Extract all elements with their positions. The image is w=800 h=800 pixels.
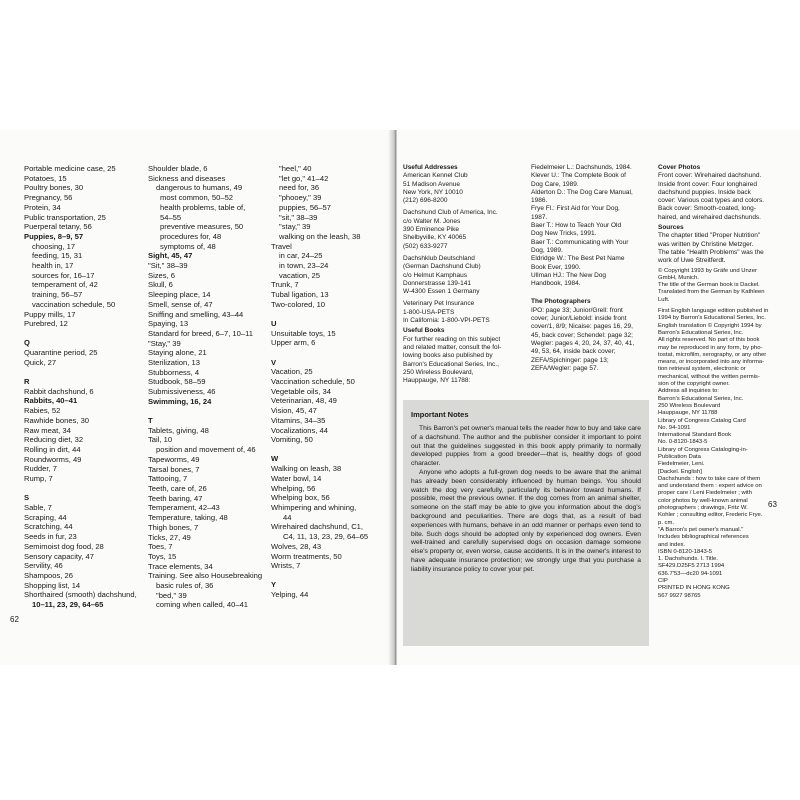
useful-addresses-heading: Useful Addresses [403, 164, 458, 171]
index-entry: Vocalizations, 44 [271, 425, 328, 435]
index-entry: sources for, 16–17 [32, 270, 95, 280]
text-line: cover/1, 8/9; Nicaise: pages 16, 29, [531, 323, 633, 331]
text-line: W-4300 Essen 1 Germany [403, 288, 480, 296]
index-entry: Smell, sense of, 47 [148, 299, 213, 309]
index-entry: "phooey," 39 [279, 193, 322, 203]
index-entry: Rabies, 52 [24, 406, 61, 416]
text-line: Dachshund Club of America, Inc. [403, 209, 498, 217]
index-entry: Vision, 45, 47 [271, 406, 317, 416]
index-entry: Tattooing, 7 [148, 474, 188, 484]
text-line: 390 Eminence Pike [403, 226, 460, 234]
text-line: was written by Christine Metzger. [658, 240, 754, 248]
index-entry: Standard for breed, 6–7, 10–11 [148, 328, 253, 338]
index-entry: Skull, 6 [148, 280, 173, 290]
text-line: Address all inquiries to: [658, 388, 719, 395]
text-line: SF429.D25F5 2713 1994 [658, 563, 725, 570]
index-entry: Staying alone, 21 [148, 348, 207, 358]
index-entry: Shoulder blade, 6 [148, 164, 208, 173]
index-entry: Temperature, taking, 48 [148, 513, 228, 523]
text-line: Eldridge W.: The Best Pet Name [531, 255, 625, 263]
text-line: cover; Junior/Liebold: inside front [531, 315, 627, 323]
text-line: Baer T.: Communicating with Your [531, 238, 629, 246]
index-entry: puppies, 56–57 [279, 202, 331, 212]
index-entry: Servility, 46 [24, 561, 63, 571]
text-line: 1-800-USA-PETS [403, 308, 455, 316]
index-entry: "heel," 40 [279, 164, 312, 173]
page-number-left: 62 [10, 615, 19, 624]
index-entry: Purebred, 12 [24, 319, 68, 329]
index-entry: Roundworms, 49 [24, 454, 82, 464]
text-line: (German Dachshund Club) [403, 263, 481, 271]
text-line: c/o Helmut Kamphaus [403, 271, 467, 279]
text-line: No. 0-8120-1843-5 [658, 439, 708, 446]
text-line: PRINTED IN HONG KONG [658, 585, 730, 592]
index-entry: symptoms of, 48 [160, 241, 216, 251]
text-line: cover: Various coat types and colors. [658, 197, 765, 205]
index-entry: vacation, 25 [279, 270, 320, 280]
text-line: p. cm. [658, 519, 675, 526]
text-line: Alderton D.: The Dog Care Manual, [531, 188, 633, 196]
index-entry: Tarsal bones, 7 [148, 464, 200, 474]
index-entry: Scraping, 44 [24, 512, 67, 522]
index-entry: vaccination schedule, 50 [32, 299, 116, 309]
text-line: CIP [658, 578, 668, 585]
text-line: tion retrieval system, electronic or [658, 366, 746, 373]
index-entry: Vegetable oils, 34 [271, 386, 331, 396]
text-line: The title of the German book is Dackel. [658, 282, 760, 289]
index-entry: Sickness and diseases [148, 173, 226, 183]
index-entry: Ticks, 27, 49 [148, 532, 191, 542]
index-entry: Thigh bones, 7 [148, 522, 199, 532]
text-line: Dog Care, 1989. [531, 180, 579, 188]
index-entry: "stay," 39 [279, 222, 311, 232]
text-line: 250 Wireless Boulevard, [403, 368, 474, 376]
books-list [531, 164, 634, 288]
index-entry: Veterinarian, 48, 49 [271, 396, 337, 406]
index-entry: Rabbit dachshund, 6 [24, 386, 94, 396]
index-entry: Sight, 45, 47 [148, 251, 193, 261]
index-entry: Quick, 27 [24, 357, 57, 367]
text-line: 250 Wireless Boulevard [658, 402, 721, 409]
useful-books-intro [403, 336, 501, 386]
text-line: and index. [658, 541, 686, 548]
page-number-right: 63 [768, 500, 777, 509]
index-entry: Trace elements, 34 [148, 561, 213, 571]
index-entry: Teeth, care of, 26 [148, 484, 207, 493]
text-line: GmbH, Munich. [658, 274, 699, 281]
index-entry: Sterilization, 13 [148, 358, 200, 368]
text-line: and related matter, consult the fol- [403, 343, 502, 351]
text-line: Front cover: Wirehaired dachshund. [658, 172, 762, 180]
index-entry: choosing, 17 [32, 241, 76, 251]
text-line: Barron's Educational Series, Inc., [403, 360, 499, 368]
text-line: Kohler ; consulting editor, Frederic Frye. [658, 512, 763, 519]
cover-photos-text [658, 172, 768, 222]
text-line: 567 9927 98765 [658, 592, 701, 599]
text-line: 49, 53, 64, inside back cover; [531, 348, 616, 356]
index-entry: Whimpering and whining, [271, 503, 357, 512]
photographers-heading: The Photographers [531, 298, 591, 306]
index-entry: "bed," 39 [156, 590, 187, 600]
index-entry: Protein, 34 [24, 202, 61, 212]
index-entry: Vaccination schedule, 50 [271, 377, 355, 387]
text-line: dachshund puppies. Inside back [658, 188, 751, 196]
index-entry: Poultry bones, 30 [24, 183, 84, 193]
index-entry: health in, 17 [32, 261, 74, 271]
text-line: 1987. [531, 213, 548, 221]
index-entry: Training. See also Housebreaking [148, 571, 263, 581]
index-entry: temperament of, 42 [32, 280, 98, 290]
index-entry: Shampoos, 26 [24, 570, 73, 580]
text-line: Dachshklub Deutschland [403, 254, 475, 262]
index-entry: Reducing diet, 32 [24, 435, 84, 445]
index-entry: Travel [271, 241, 292, 251]
text-line: Inside front cover: Four longhaired [658, 180, 757, 188]
index-entry: Toys, 15 [148, 551, 177, 561]
index-entry: Stubborness, 4 [148, 367, 200, 377]
useful-addresses-list [403, 172, 501, 325]
credits-column [658, 164, 768, 600]
index-entry: 54–55 [160, 212, 182, 222]
text-line: (212) 696-8200 [403, 197, 448, 205]
index-entry: Raw meat, 34 [24, 425, 71, 435]
index-entry: Puppy mills, 17 [24, 309, 76, 319]
index-entry: 44 [283, 512, 292, 522]
text-line: The chapter titled "Proper Nutrition" [658, 232, 761, 240]
index-entry: Rudder, 7 [24, 464, 57, 474]
index-entry: Vacation, 25 [271, 367, 313, 377]
books-photographers-column [531, 164, 634, 373]
index-entry: Wrists, 7 [271, 561, 301, 571]
important-notes-paragraph-1: This Barron's pet owner's manual tells the reader how to buy and take care of a dachshund. The author and the publisher consider it important to point out that the guidelines suggested in this book apply primarily to normally developed puppies from a good breeder—that is, healthy dogs of good character. [411, 425, 641, 468]
cover-photos-heading: Cover Photos [658, 164, 701, 171]
index-entry: Tail, 10 [148, 435, 173, 445]
index-entry: Tapeworms, 49 [148, 454, 200, 464]
text-line: Luft. [658, 296, 670, 303]
index-entry: Whelping, 56 [271, 483, 316, 493]
index-letter-heading: S [24, 493, 30, 503]
index-entry: "Sit," 38–39 [148, 261, 188, 271]
index-entry: C4, 11, 13, 23, 29, 64–65 [283, 532, 369, 542]
text-line: Fiedelmeier L.: Dachshunds, 1984. [531, 164, 632, 171]
text-line: means, or incorporated into any informa- [658, 359, 765, 366]
index-entry: Teeth baring, 47 [148, 493, 203, 503]
index-entry: Rawhide bones, 30 [24, 415, 90, 425]
index-entry: Rolling in dirt, 44 [24, 444, 81, 454]
left-page [0, 130, 393, 665]
text-line: In California: 1-800-VPI-PETS [403, 317, 490, 325]
important-notes-heading: Important Notes [411, 410, 469, 419]
text-line: Book Ever, 1990. [531, 263, 581, 271]
index-entry: most common, 50–52 [160, 193, 234, 203]
text-line: Library of Congress Catalog Card [658, 417, 746, 424]
useful-addresses-column [403, 164, 501, 385]
text-line: Veterinary Pet Insurance [403, 300, 475, 308]
text-line: 1986. [531, 197, 548, 205]
index-entry: Semimoist dog food, 28 [24, 541, 104, 551]
index-entry: Tubal ligation, 13 [271, 290, 329, 300]
text-line: Donnerstrasse 139-141 [403, 279, 471, 287]
text-line: Hauppauge, NY 11788 [658, 410, 718, 417]
text-line: English translation © Copyright 1994 by [658, 322, 762, 329]
text-line: Barron's Educational Series, Inc. [658, 395, 744, 402]
text-line: 636.7'53—dc20 94-1091 [658, 570, 723, 577]
text-line: Publication Data [658, 453, 701, 460]
index-letter-heading: Q [24, 338, 30, 348]
text-line: Frye Fl.: First Aid for Your Dog, [531, 205, 620, 213]
text-line: c/o Walter M. Jones [403, 217, 461, 225]
text-line: ZEFA/Spichinger: page 13; [531, 356, 609, 364]
index-entry: Temperament, 42–43 [148, 503, 220, 513]
index-entry: Water bowl, 14 [271, 473, 322, 483]
text-line: Dog New Tricks, 1991. [531, 230, 597, 238]
index-entry: Potatoes, 15 [24, 173, 67, 183]
text-line: work of Uwe Streitferdt. [658, 257, 726, 265]
text-line: 51 Madison Avenue [403, 180, 460, 188]
index-entry: Scratching, 44 [24, 522, 73, 532]
text-line: 1994 by Barron's Educational Series, Inc. [658, 315, 766, 322]
index-entry: "Stay," 39 [148, 338, 181, 348]
index-entry: Public transportation, 25 [24, 212, 106, 222]
text-line: 1. Dachshunds. I. Title. [658, 556, 718, 563]
index-entry: Shopping list, 14 [24, 580, 81, 590]
index-entry: Swimming, 16, 24 [148, 396, 212, 406]
text-line: Shelbyville, KY 40065 [403, 234, 467, 242]
index-entry: Sleeping place, 14 [148, 290, 211, 300]
index-letter-heading: T [148, 416, 153, 426]
text-line: Includes bibliographical references [658, 534, 749, 541]
index-entry: position and movement of, 46 [156, 445, 256, 455]
text-line: mechanical, without the written permis- [658, 373, 760, 380]
text-line: color photos by well-known animal [658, 497, 748, 504]
index-entry: Sizes, 6 [148, 270, 176, 280]
text-line: proper care / Leni Fiedelmeier ; with [658, 490, 752, 497]
index-entry: coming when called, 40–41 [156, 600, 249, 610]
index-entry: Studbook, 58–59 [148, 377, 206, 387]
index-entry: Wolves, 28, 43 [271, 541, 322, 551]
index-entry: procedures for, 48 [160, 231, 222, 241]
text-line: ISBN 0-8120-1843-5 [658, 548, 713, 555]
text-line: Hauppauge, NY 11788: [403, 377, 471, 385]
index-entry: health problems, table of, [160, 202, 246, 212]
index-entry: need for, 36 [279, 183, 320, 193]
index-entry: Unsuitable toys, 15 [271, 328, 336, 338]
index-column-2 [148, 164, 262, 610]
text-line: tostat, microfilm, xerography, or any other [658, 351, 767, 358]
index-entry: preventive measures, 50 [160, 222, 244, 232]
index-entry: Submissiveness, 46 [148, 387, 216, 397]
text-line: ZEFA/Wegler: page 57. [531, 364, 599, 372]
index-entry: Rump, 7 [24, 474, 53, 484]
text-line: lowing books also published by [403, 352, 493, 360]
index-entry: Walking on leash, 38 [271, 464, 342, 474]
index-entry: Portable medicine case, 25 [24, 164, 116, 173]
copyright-text [658, 268, 768, 600]
index-entry: Vitamins, 34–35 [271, 415, 326, 425]
text-line: Library of Congress Cataloging-in- [658, 446, 748, 453]
index-entry: Seeds in fur, 23 [24, 532, 77, 542]
index-entry: Worm treatments, 50 [271, 551, 342, 561]
text-line: photographers ; drawings, Fritz W. [658, 505, 748, 512]
index-entry: Shorthaired (smooth) dachshund, [24, 590, 137, 600]
index-entry: training, 56–57 [32, 290, 83, 300]
text-line: IPO: page 33; Junior/Grell: front [531, 306, 623, 314]
text-line: New York, NY 10010 [403, 188, 463, 196]
text-line: International Standard Book [658, 432, 732, 439]
index-entry: Sensory capacity, 47 [24, 551, 94, 561]
text-line: haired, and wirehaired dachshunds. [658, 213, 761, 221]
index-entry: Rabbits, 40–41 [24, 396, 78, 406]
index-letter-heading: Y [271, 580, 277, 590]
index-entry: walking on the leash, 38 [279, 231, 361, 241]
text-line: (502) 633-9277 [403, 242, 448, 250]
index-letter-heading: W [271, 454, 279, 464]
index-letter-heading: U [271, 319, 277, 329]
sources-text [658, 232, 768, 265]
index-entry: Tablets, giving, 48 [148, 425, 209, 435]
important-notes-paragraph-2: Anyone who adopts a full-grown dog needs to be aware that the animal has already been considerably influenced by human beings. You should watch the dog very carefully, particularly its behavior toward humans. If possible, meet the previous owner. If the dog comes from an animal shelter, someone on the staff may be able to give you information about the dog's background and peculiarities. There are dogs that, as a result of bad experiences with humans, behave in an odd manner or perhaps even tend to bite. Such dogs should be adopted only by experienced dog owners. Even well-trained and carefully supervised dogs on occasion damage someone else's property or, even worse, cause accidents. It is in the owner's interest to have adequate insurance protection; we strongly urge that you purchase a liability insurance policy to cover your pet. [411, 468, 641, 573]
index-entry: Wirehaired dachshund, C1, [271, 522, 364, 532]
text-line: Wegler: pages 4, 20, 24, 37, 40, 41, [531, 339, 635, 347]
index-entry: "let go," 41–42 [279, 173, 329, 183]
index-letter-heading: R [24, 377, 30, 387]
index-entry: 10–11, 23, 29, 64–65 [32, 600, 104, 610]
text-line: The table "Health Problems" was the [658, 248, 764, 256]
text-line: sion of the copyright owner. [658, 381, 730, 388]
index-entry: in town, 23–24 [279, 261, 329, 271]
text-line: First English language edition published in [658, 308, 769, 315]
index-entry: Puppies, 8–9, 57 [24, 231, 84, 241]
text-line: No. 94-1091 [658, 424, 691, 431]
text-line: Dog, 1989. [531, 246, 563, 254]
text-line: 45, back cover; Schendel: page 32; [531, 331, 633, 339]
text-line: © Copyright 1993 by Gräfe und Unzer [658, 267, 757, 274]
index-entry: dangerous to humans, 49 [156, 183, 243, 193]
text-line: Barron's Educational Series, Inc. [658, 329, 744, 336]
important-notes-box [403, 400, 649, 646]
index-entry: Vomiting, 50 [271, 435, 313, 445]
text-line: American Kennel Club [403, 172, 468, 180]
text-line: Klever U.: The Complete Book of [531, 172, 626, 180]
book-spread [0, 130, 800, 665]
text-line: All rights reserved. No part of this book [658, 337, 760, 344]
text-line: may be reproduced in any form, by pho- [658, 344, 763, 351]
index-entry: Spaying, 13 [148, 319, 189, 329]
index-entry: "sit," 38–39 [279, 212, 318, 222]
index-entry: Puerperal tetany, 56 [24, 222, 92, 232]
text-line: [Dackel. English] [658, 468, 702, 475]
index-entry: Sable, 7 [24, 503, 52, 512]
index-entry: Trunk, 7 [271, 280, 299, 290]
index-entry: Whelping box, 56 [271, 493, 330, 503]
index-entry: feeding, 15, 31 [32, 251, 83, 261]
photographers-credits [531, 307, 634, 373]
index-entry: Upper arm, 6 [271, 338, 316, 348]
index-letter-heading: V [271, 357, 277, 367]
text-line: Dachshunds : how to take care of them [658, 475, 761, 482]
text-line: Ullman HJ.: The New Dog [531, 271, 607, 279]
index-entry: in car, 24–25 [279, 251, 323, 261]
text-line: Back cover: Smooth-coated, long- [658, 205, 756, 213]
sources-heading: Sources [658, 224, 684, 232]
text-line: and understand them : expert advice on [658, 483, 762, 490]
index-entry: Quarantine period, 25 [24, 348, 98, 358]
index-entry: basic rules of, 36 [156, 581, 214, 591]
index-entry: Toes, 7 [148, 542, 173, 552]
text-line: Baer T.: How to Teach Your Old [531, 222, 622, 230]
text-line: For further reading on this subject [403, 335, 501, 343]
useful-books-heading: Useful Books [403, 327, 445, 335]
index-entry: Pregnancy, 56 [24, 193, 73, 203]
index-entry: Two-colored, 10 [271, 299, 326, 309]
index-entry: Yelping, 44 [271, 590, 309, 600]
text-line: Fiedelmeier, Leni. [658, 461, 705, 468]
text-line: Translated from the German by Kathleen [658, 289, 765, 296]
text-line: "A Barron's pet owner's manual." [658, 526, 744, 533]
index-entry: Sniffing and smelling, 43–44 [148, 309, 244, 319]
index-column-3 [271, 164, 368, 600]
index-column-1 [24, 164, 137, 610]
text-line: Handbook, 1984. [531, 280, 581, 288]
